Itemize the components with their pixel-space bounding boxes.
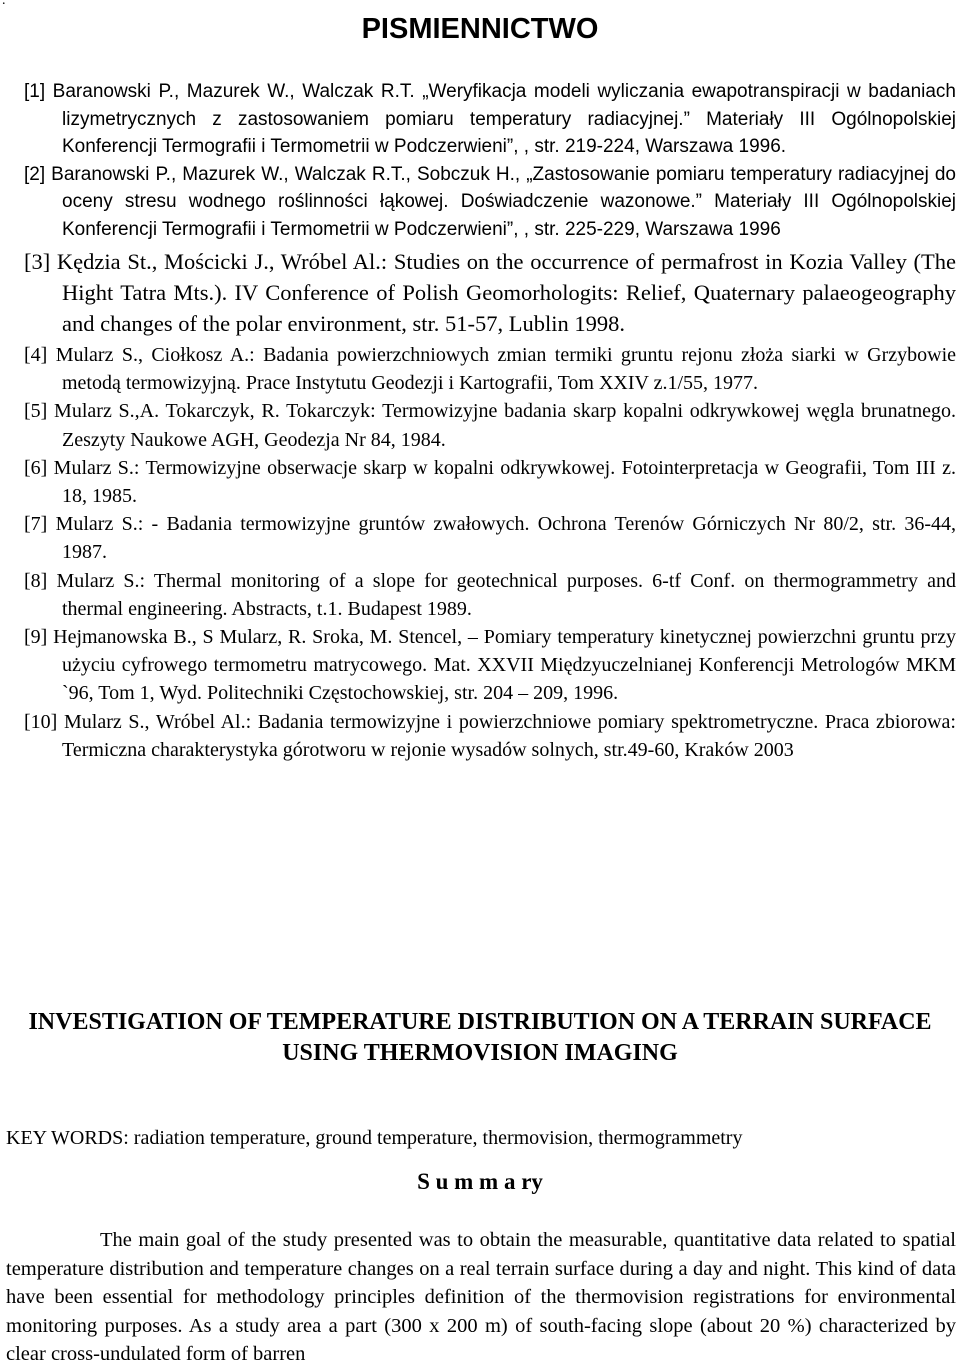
page-corner-mark: . (2, 0, 6, 8)
reference-item: [10] Mularz S., Wróbel Al.: Badania termowizyjne i powierzchniowe pomiary spektrometryczne. Praca zbiorowa: Termiczna charakterystyka górotworu w rejonie wysadów solnych, str.49-60, Kraków 2003 (24, 710, 956, 761)
reference-item: [1] Baranowski P., Mazurek W., Walczak R.T. „Weryfikacja modeli wyliczania ewapotranspiracji w badaniach lizymetrycznych z zastosowaniem pomiaru temperatury radiacyjnej.” Materiały III Ogólnopolskiej Konferencji Termografii i Termometrii w Podczerwieni”, , str. 219-224, Warszawa 1996. (24, 81, 956, 157)
reference-list (24, 78, 956, 764)
reference-item: [9] Hejmanowska B., S Mularz, R. Sroka, M. Stencel, – Pomiary temperatury kinetycznej powierzchni gruntu przy użyciu cyfrowego termometru matrycowego. Mat. XXVII Międzyuczelnianej Konferencji Metrologów MKM `96, Tom 1, Wyd. Politechniki Częstochowskiej, str. 204 – 209, 1996. (24, 626, 956, 705)
reference-item: [4] Mularz S., Ciołkosz A.: Badania powierzchniowych zmian termiki gruntu rejonu złoża siarki w Grzybowie metodą termowizyjną. Prace Instytutu Geodezji i Kartografii, Tom XXIV z.1/55, 1977. (24, 344, 956, 395)
reference-item: [6] Mularz S.: Termowizyjne obserwacje skarp w kopalni odkrywkowej. Fotointerpretacja w Geografii, Tom III z. 18, 1985. (24, 456, 956, 508)
summary-paragraph: The main goal of the study presented was to obtain the measurable, quantitative data related to spatial temperature distribution and temperature changes on a real terrain surface during a day and night. This kind of data have been essential for methodology principles definition of the thermovision registrations for environmental monitoring purposes. As a study area a part (300 x 200 m) of south-facing slope (about 20 %) characterized by clear cross-undulated form of barren (6, 1229, 956, 1366)
english-title: INVESTIGATION OF TEMPERATURE DISTRIBUTION ON A TERRAIN SURFACE USING THERMOVISION IMAGING (28, 1009, 932, 1066)
keywords-line: KEY WORDS: radiation temperature, ground temperature, thermovision, thermogrammetry (6, 1127, 743, 1149)
reference-item: [5] Mularz S.,A. Tokarczyk, R. Tokarczyk: Termowizyjne badania skarp kopalni odkrywkowej węgla brunatnego. Zeszyty Naukowe AGH, Geodezja Nr 84, 1984. (24, 400, 956, 451)
reference-item: [7] Mularz S.: - Badania termowizyjne gruntów zwałowych. Ochrona Terenów Górniczych Nr 80/2, str. 36-44, 1987. (24, 513, 956, 564)
reference-item: [3] Kędzia St., Mościcki J., Wróbel Al.: Studies on the occurrence of permafrost in Kozia Valley (The Hight Tatra Mts.). IV Conference of Polish Geomorhologits: Relief, Quaternary palaeogeography and changes of the polar environment, str. 51-57, Lublin 1998. (24, 249, 956, 336)
reference-item: [2] Baranowski P., Mazurek W., Walczak R.T., Sobczuk H., „Zastosowanie pomiaru temperatury radiacyjnej do oceny stresu wodnego roślinności łąkowej. Doświadczenie wazonowe.” Materiały III Ogólnopolskiej Konferencji Termografii i Termometrii w Podczerwieni”, , str. 225-229, Warszawa 1996 (24, 163, 956, 240)
page-title: PISMIENNICTWO (361, 13, 599, 45)
reference-item: [8] Mularz S.: Thermal monitoring of a slope for geotechnical purposes. 6-tf Conf. on thermogrammetry and thermal engineering. Abstracts, t.1. Budapest 1989. (24, 569, 956, 620)
summary-heading: S u m m a ry (417, 1169, 543, 1194)
